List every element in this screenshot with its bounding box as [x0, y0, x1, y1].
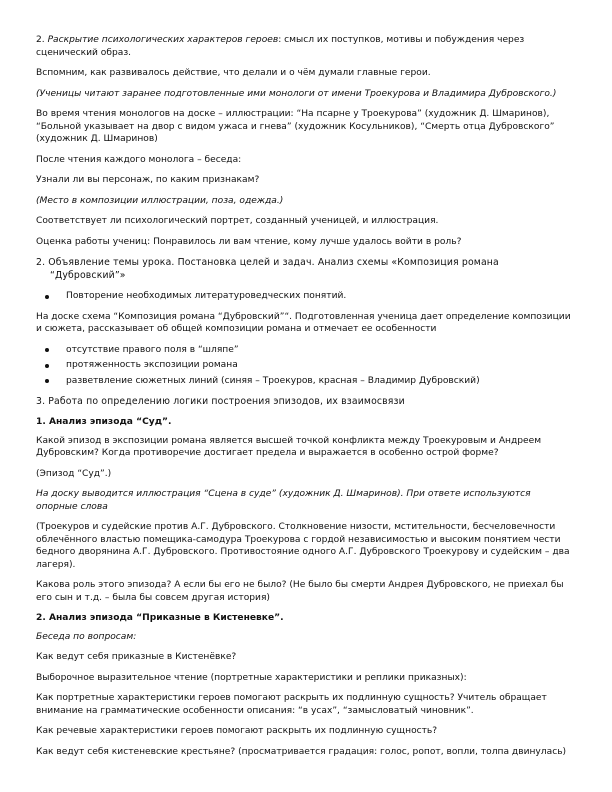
- bullet-list: [36, 344, 572, 388]
- paragraph: Соответствует ли психологический портрет, созданный ученицей, и иллюстрация.: [36, 216, 439, 226]
- paragraph: Во время чтения монологов на доске – иллюстрации: “На псарне у Троекурова” (художник Д. Шмаринов), “Больной указывает на двор с видом ужаса и гнева” (художник Косульников), “Смерть отца Дубровского” (художник Д. Шмаринов): [36, 109, 555, 144]
- section-heading-3: 3. Работа по определению логики построения эпизодов, их взаимосвязи: [36, 396, 405, 407]
- paragraph-note: На доску выводится иллюстрация “Сцена в суде” (художник Д. Шмаринов). При ответе используются опорные слова: [36, 489, 531, 512]
- paragraph: Узнали ли вы персонаж, по каким признакам?: [36, 175, 260, 185]
- item-heading: Раскрытие психологических характеров героев: [47, 35, 279, 45]
- paragraph: На доске схема “Композиция романа “Дубровский”“. Подготовленная ученица дает определение композиции и сюжета, рассказывает об общей композиции романа и отмечает ее особенности: [36, 311, 571, 334]
- paragraph: Какова роль этого эпизода? А если бы его не было? (Не было бы смерти Андрея Дубровского, не приехал бы его сын и т.д. – была бы совсем другая история): [36, 580, 564, 603]
- section-heading-line: 2. Объявление темы урока. Постановка целей и задач. Анализ схемы «Композиция романа: [36, 257, 499, 268]
- paragraph: Как ведут себя кистеневские крестьяне? (просматривается градация: голос, ропот, вопли, толпа двинулась): [36, 746, 567, 757]
- paragraph: Оценка работы учениц: Понравилось ли вам чтение, кому лучше удалось войти в роль?: [36, 236, 462, 247]
- list-item: протяженность экспозиции романа: [66, 359, 572, 372]
- item-number: 2.: [36, 35, 48, 45]
- section-heading-2: [36, 256, 572, 282]
- paragraph: Вспомним, как развивалось действие, что делали и о чём думали главные герои.: [36, 68, 431, 78]
- paragraph: Выборочное выразительное чтение (портретные характеристики и реплики приказных):: [36, 672, 467, 683]
- subsection-heading: 1. Анализ эпизода “Суд”.: [36, 417, 172, 427]
- paragraph-note: Беседа по вопросам:: [36, 631, 137, 642]
- list-item: отсутствие правого поля в “шляпе”: [66, 344, 572, 357]
- paragraph-note: (Место в композиции иллюстрации, поза, одежда.): [36, 195, 284, 206]
- paragraph: (Эпизод “Суд”.): [36, 468, 112, 479]
- bullet-list: [36, 290, 572, 303]
- paragraph: Как ведут себя приказные в Кистенёвке?: [36, 652, 237, 662]
- paragraph-note: (Ученицы читают заранее подготовленные ими монологи от имени Троекурова и Владимира Дубровского.): [36, 88, 557, 99]
- list-item: разветвление сюжетных линий (синяя – Троекуров, красная – Владимир Дубровский): [66, 375, 572, 388]
- paragraph: Как речевые характеристики героев помогают раскрыть их подлинную сущность?: [36, 726, 438, 736]
- section-heading-line: “Дубровский”»: [50, 270, 126, 281]
- paragraph-psych-characters: [36, 34, 572, 59]
- subsection-heading: 2. Анализ эпизода “Приказные в Кистеневке”.: [36, 613, 284, 623]
- paragraph: (Троекуров и судейские против А.Г. Дубровского. Столкновение низости, мстительности, бесчеловечности облечённого властью помещика-самодура Троекурова с гордой независимостью и высоким понятием чести бедного дворянина А.Г. Дубровского. Противостояние одного А.Г. Дубровского Троекурову и судейским – два лагеря).: [36, 522, 570, 570]
- list-item: Повторение необходимых литературоведческих понятий.: [66, 290, 572, 303]
- paragraph: Какой эпизод в экспозиции романа является высшей точкой конфликта между Троекуровым и Андреем Дубровским? Когда противоречие достигает предела и выражается в особенно острой форме?: [36, 435, 542, 458]
- paragraph: После чтения каждого монолога – беседа:: [36, 154, 242, 165]
- paragraph: Как портретные характеристики героев помогают раскрыть их подлинную сущность? Учитель обращает внимание на грамматические особенности описания: “в усах”, “замысловатый чиновник”.: [36, 693, 547, 716]
- item-text: : смысл их поступков, мотивы и побуждения через сценический образ.: [36, 35, 525, 58]
